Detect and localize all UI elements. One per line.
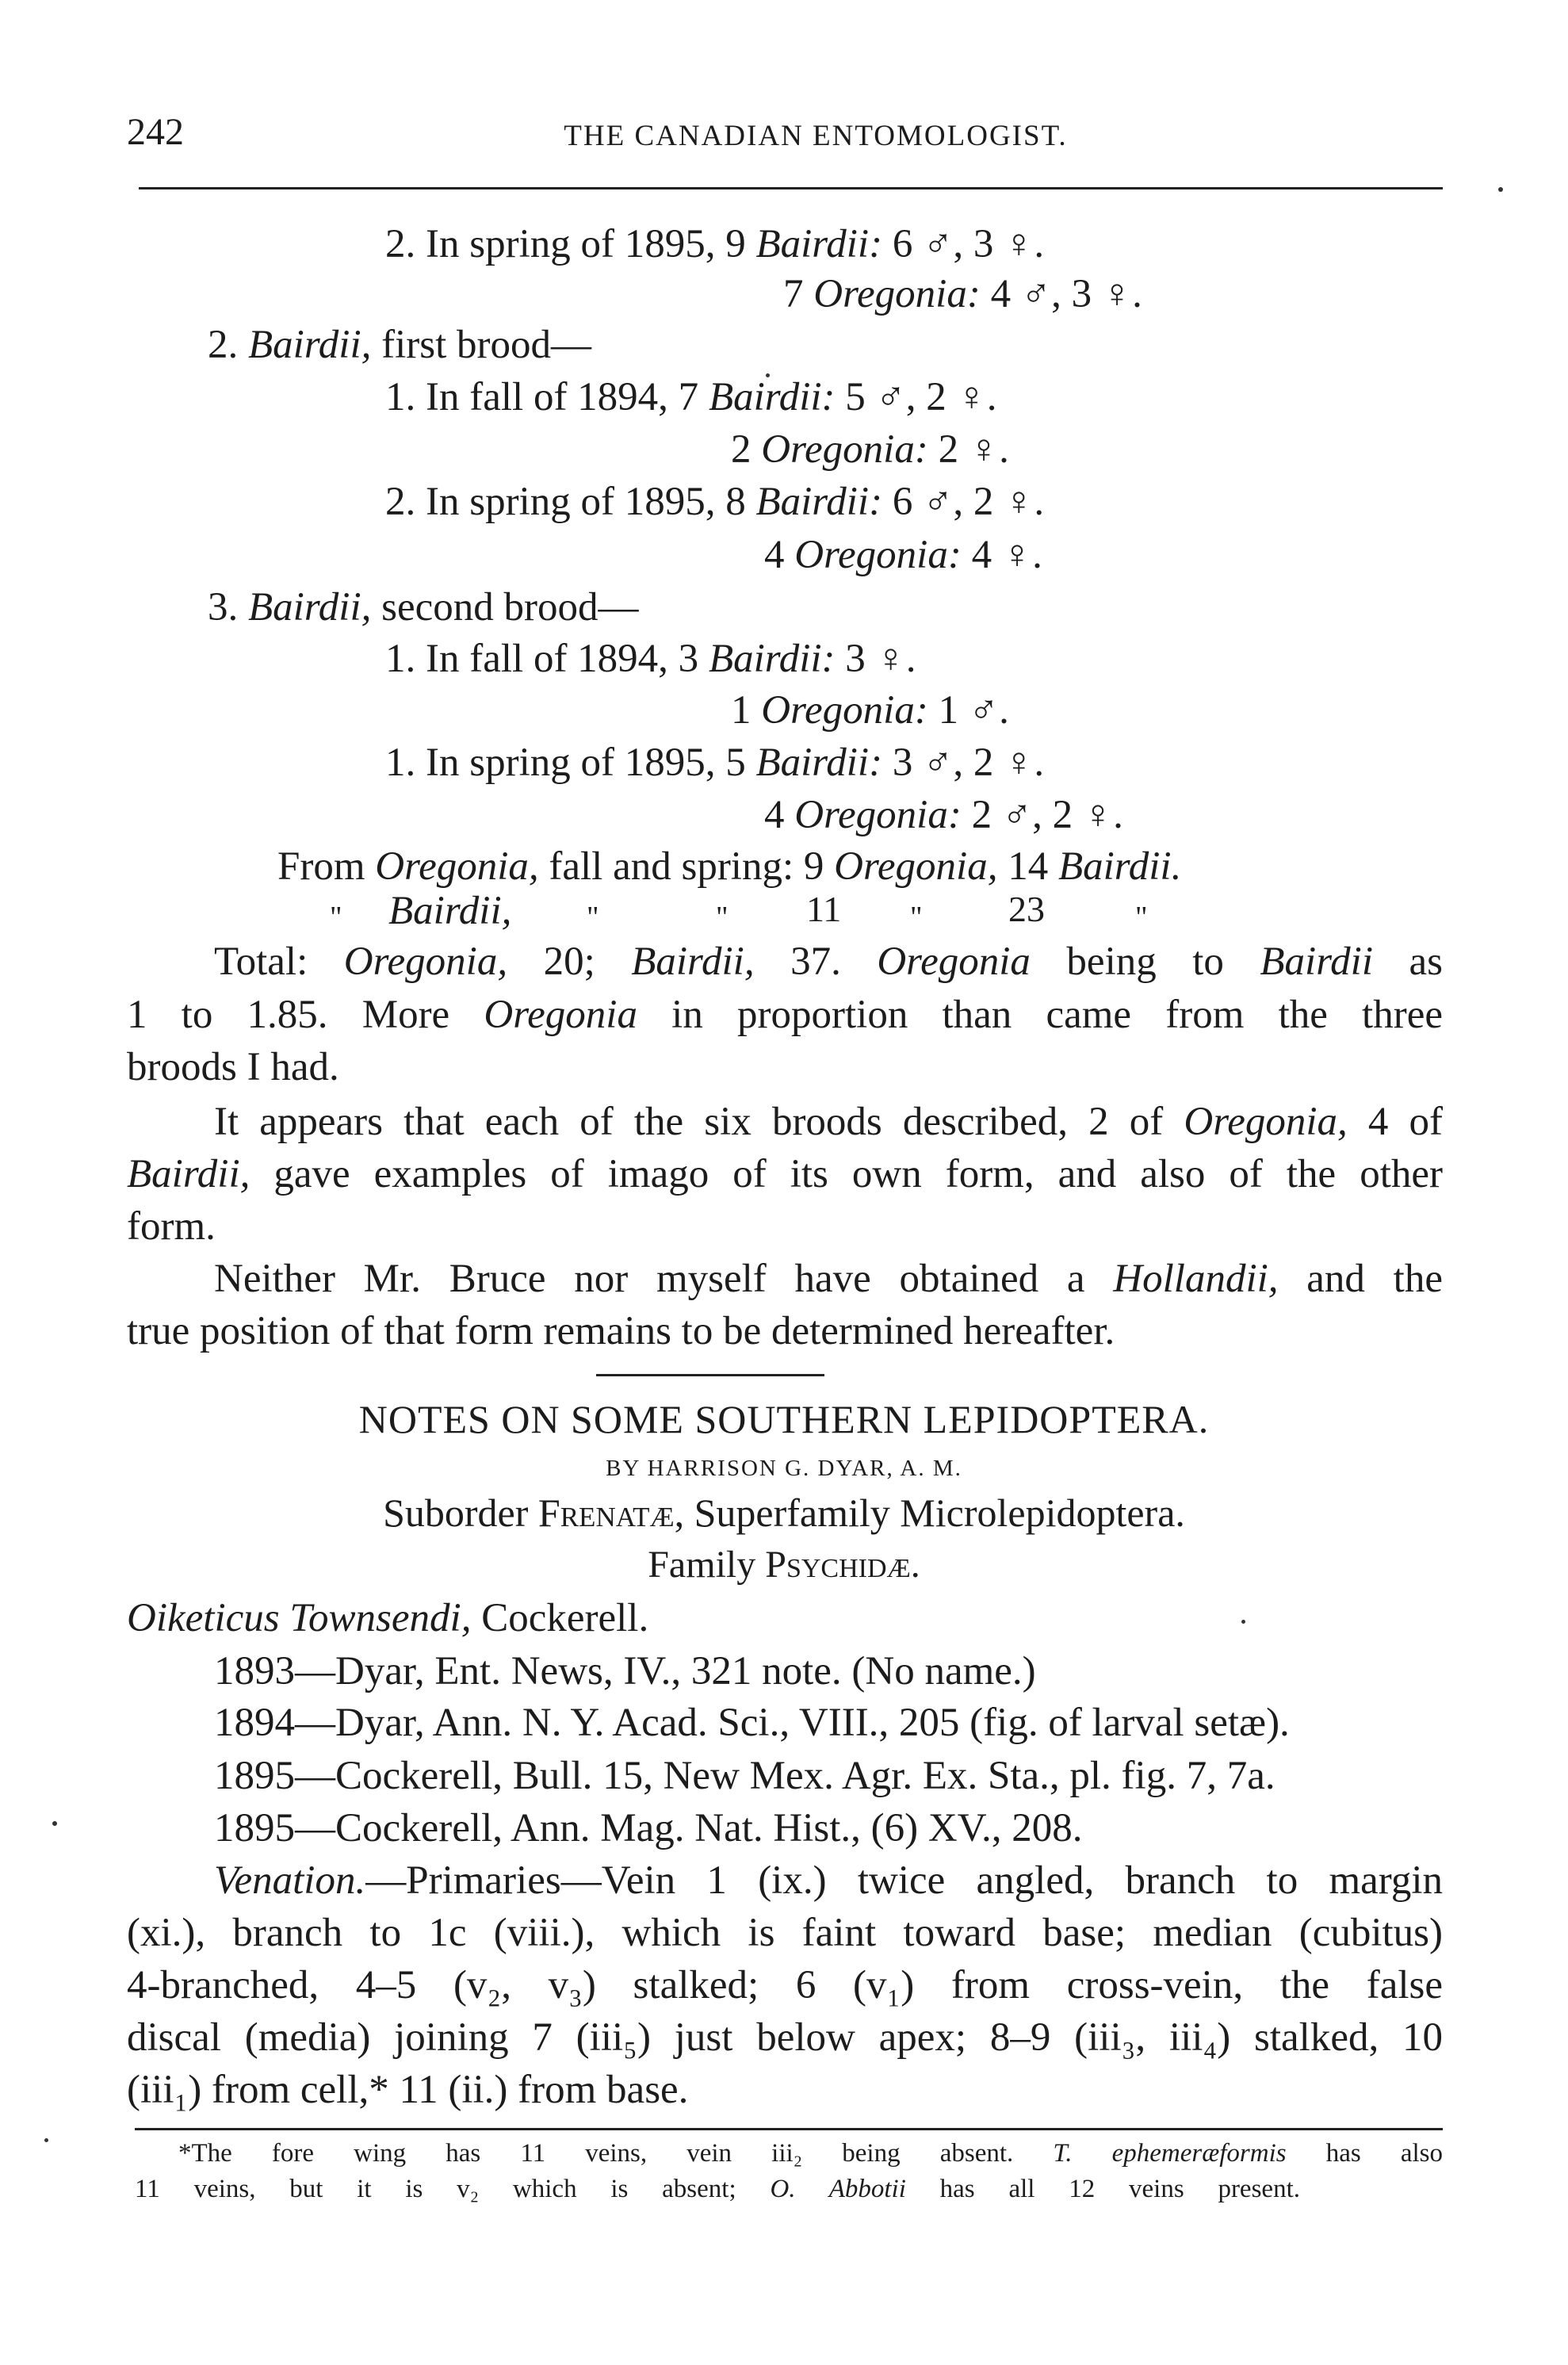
body-text-line: true position of that form remains to be determined hereafter.: [127, 1309, 1115, 1353]
brood-line: 4 Oregonia: 2 ♂, 2 ♀.: [764, 793, 1123, 837]
reference-line: 1893—Dyar, Ent. News, IV., 321 note. (No name.): [214, 1649, 1036, 1693]
brood-heading: 2. Bairdii, first brood—: [208, 323, 592, 367]
brood-line: 2. In spring of 1895, 8 Bairdii: 6 ♂, 2 ♀.: [385, 480, 1045, 524]
ditto-name: Bairdii,: [388, 889, 512, 933]
brood-line: 2. In spring of 1895, 9 Bairdii: 6 ♂, 3 ♀.: [385, 222, 1045, 266]
brood-line: 2 Oregonia: 2 ♀.: [731, 427, 1009, 472]
brood-line: 1 Oregonia: 1 ♂.: [731, 688, 1009, 733]
body-text-line: Bairdii, gave examples of imago of its own form, and also of the other: [127, 1152, 1443, 1196]
ditto-count: 11: [806, 889, 842, 929]
brood-heading: 3. Bairdii, second brood—: [208, 585, 639, 630]
ditto-mark: ": [910, 901, 923, 934]
suborder-heading: Suborder Frenatæ, Superfamily Microlepidoptera.: [383, 1491, 1185, 1535]
margin-mark: [1241, 1620, 1245, 1624]
brood-line: 7 Oregonia: 4 ♂, 3 ♀.: [783, 272, 1142, 316]
body-text-line: form.: [127, 1204, 216, 1249]
article-title: NOTES ON SOME SOUTHERN LEPIDOPTERA.: [358, 1397, 1210, 1441]
section-divider: [596, 1374, 824, 1376]
summary-line: From Oregonia, fall and spring: 9 Oregonia, 14 Bairdii.: [277, 844, 1182, 889]
brood-line: 1. In fall of 1894, 3 Bairdii: 3 ♀.: [385, 637, 916, 681]
margin-mark: [1498, 187, 1503, 192]
running-title: THE CANADIAN ENTOMOLOGIST.: [564, 120, 1068, 152]
margin-mark: [44, 2138, 48, 2142]
body-text-line: discal (media) joining 7 (iii₅) just below apex; 8–9 (iii₃, iii₄) stalked, 10: [127, 2015, 1443, 2060]
body-text-line: broods I had.: [127, 1045, 339, 1089]
brood-line: 1. In spring of 1895, 5 Bairdii: 3 ♂, 2 ♀.: [385, 740, 1045, 785]
ditto-count: 23: [1008, 889, 1045, 929]
ditto-mark: ": [1135, 901, 1148, 934]
margin-mark: [52, 1821, 57, 1826]
body-text-line: (iii₁) from cell,* 11 (ii.) from base.: [127, 2068, 689, 2112]
body-text-line: It appears that each of the six broods described, 2 of Oregonia, 4 of: [214, 1100, 1443, 1144]
species-name: Oiketicus Townsendi, Cockerell.: [127, 1596, 649, 1640]
footnote-rule: [135, 2128, 1443, 2130]
reference-line: 1895—Cockerell, Bull. 15, New Mex. Agr. Ex. Sta., pl. fig. 7, 7a.: [214, 1754, 1275, 1798]
ditto-mark: ": [330, 901, 342, 934]
footnote-line: *The fore wing has 11 veins, vein iii₂ being absent. T. ephemeræformis has also: [178, 2139, 1443, 2168]
footnote-line: 11 veins, but it is v₂ which is absent; O. Abbotii has all 12 veins present.: [135, 2175, 1300, 2203]
brood-line: 1. In fall of 1894, 7 Bairdii: 5 ♂, 2 ♀.: [385, 375, 997, 419]
reference-line: 1894—Dyar, Ann. N. Y. Acad. Sci., VIII., 205 (fig. of larval setæ).: [214, 1701, 1290, 1745]
reference-line: 1895—Cockerell, Ann. Mag. Nat. Hist., (6) XV., 208.: [214, 1806, 1083, 1850]
family-heading: Family Psychidæ.: [648, 1544, 920, 1586]
body-text-line: 1 to 1.85. More Oregonia in proportion than came from the three: [127, 993, 1443, 1037]
body-text-line: Venation.—Primaries—Vein 1 (ix.) twice angled, branch to margin: [214, 1858, 1443, 1903]
brood-line: 4 Oregonia: 4 ♀.: [764, 533, 1042, 577]
body-text-line: Total: Oregonia, 20; Bairdii, 37. Oregonia being to Bairdii as: [214, 939, 1443, 984]
article-byline: BY HARRISON G. DYAR, A. M.: [606, 1456, 962, 1481]
header-rule: [139, 187, 1443, 189]
page-number: 242: [127, 111, 184, 153]
body-text-line: (xi.), branch to 1c (viii.), which is faint toward base; median (cubitus): [127, 1911, 1443, 1955]
ditto-mark: ": [716, 901, 729, 934]
body-text-line: 4-branched, 4–5 (v₂, v₃) stalked; 6 (v₁) from cross-vein, the false: [127, 1963, 1443, 2007]
body-text-line: Neither Mr. Bruce nor myself have obtained a Hollandii, and the: [214, 1257, 1443, 1301]
ditto-mark: ": [587, 901, 599, 934]
